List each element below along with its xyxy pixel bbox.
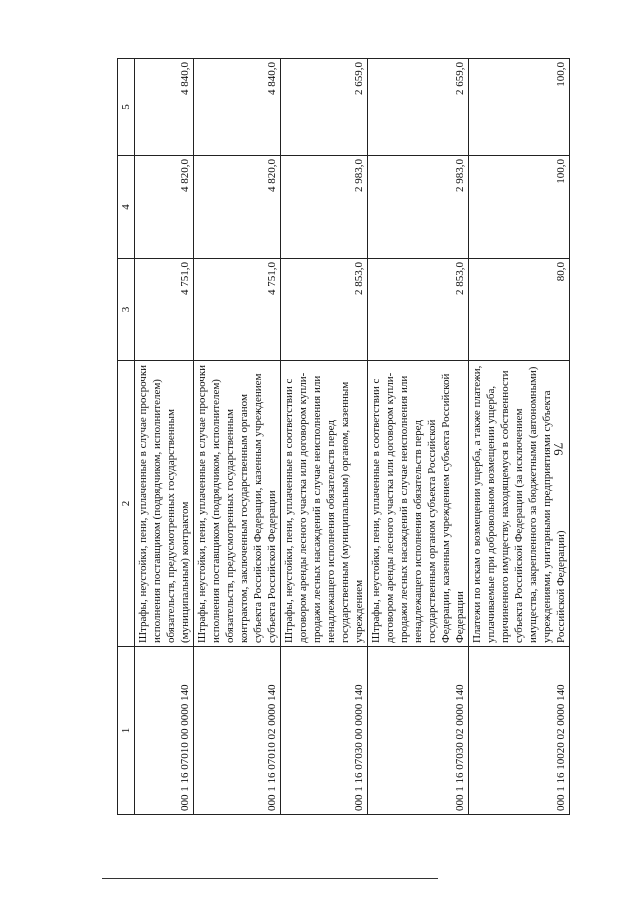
revenue-name: Штрафы, неустойки, пени, уплаченные в случае просрочки исполнения поставщиком (подрядчиком, исполнителем) обязательств, предусмотренных государственным (муниципальным) контрактом (135, 361, 194, 647)
page-divider (102, 878, 438, 879)
value-col-5: 4 840,0 (135, 59, 194, 156)
value-col-4: 100,0 (469, 156, 570, 259)
value-col-4: 2 983,0 (368, 156, 469, 259)
table-row (368, 59, 469, 815)
budget-code: 000 1 16 07010 00 0000 140 (135, 647, 194, 815)
revenue-name: Штрафы, неустойки, пени, уплаченные в соответствии с договором аренды лесного участка или договором купли-продажи лесных насаждений в случае неисполнения или ненадлежащего исполнения обязательств перед государственным органом субъекта Российской Федерации, казенным учреждением субъекта Российской Федерации (368, 361, 469, 647)
revenue-table (117, 58, 570, 815)
table-header-row (118, 59, 135, 815)
header-col-5: 5 (118, 59, 135, 156)
header-col-1: 1 (118, 647, 135, 815)
value-col-4: 4 820,0 (135, 156, 194, 259)
budget-code: 000 1 16 07010 02 0000 140 (194, 647, 281, 815)
revenue-name: Штрафы, неустойки, пени, уплаченные в случае просрочки исполнения поставщиком (подрядчиком, исполнителем) обязательств, предусмотренных государственным контрактом, заключенным государственным органом субъекта Российской Федерации, казенным учреждением субъекта Российской Федерации (194, 361, 281, 647)
revenue-name: Штрафы, неустойки, пени, уплаченные в соответствии с договором аренды лесного участка или договором купли-продажи лесных насаждений в случае неисполнения или ненадлежащего исполнения обязательств перед государственным (муниципальным) органом, казенным учреждением (281, 361, 368, 647)
table-row (194, 59, 281, 815)
value-col-3: 4 751,0 (135, 259, 194, 361)
header-col-2: 2 (118, 361, 135, 647)
header-col-3: 3 (118, 259, 135, 361)
value-col-3: 80,0 (469, 259, 570, 361)
budget-code: 000 1 16 10020 02 0000 140 (469, 647, 570, 815)
budget-code: 000 1 16 07030 02 0000 140 (368, 647, 469, 815)
header-col-4: 4 (118, 156, 135, 259)
value-col-3: 2 853,0 (368, 259, 469, 361)
value-col-3: 2 853,0 (281, 259, 368, 361)
value-col-5: 2 659,0 (368, 59, 469, 156)
revenue-name: Платежи по искам о возмещении ущерба, а также платежи, уплачиваемые при добровольном возмещении ущерба, причиненного имуществу, находящемуся в собственности субъекта Российской Федерации (за исключением имущества, закрепленного за бюджетными (автономными) учреждениями, унитарными предприятиями субъекта Российской Федерации) (469, 361, 570, 647)
value-col-5: 4 840,0 (194, 59, 281, 156)
value-col-5: 100,0 (469, 59, 570, 156)
value-col-3: 4 751,0 (194, 259, 281, 361)
value-col-4: 2 983,0 (281, 156, 368, 259)
value-col-4: 4 820,0 (194, 156, 281, 259)
budget-code: 000 1 16 07030 00 0000 140 (281, 647, 368, 815)
value-col-5: 2 659,0 (281, 59, 368, 156)
table-row (281, 59, 368, 815)
page-number: 76 (551, 442, 566, 456)
table-row (469, 59, 570, 815)
table-row (135, 59, 194, 815)
